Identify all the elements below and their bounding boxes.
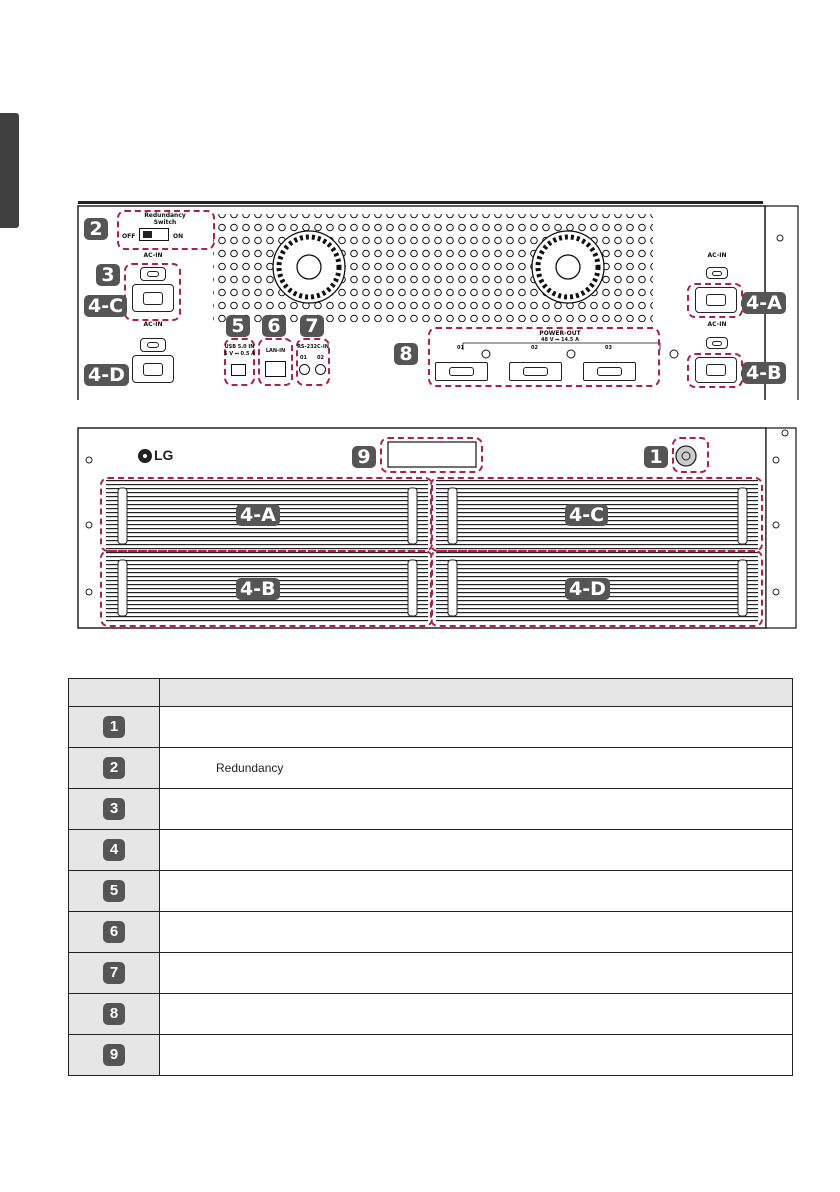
row-number-cell <box>69 912 160 953</box>
ac-in-label-4a: AC-IN <box>707 252 727 259</box>
row-number-cell <box>69 748 160 789</box>
marker-4b-front: 4-B <box>236 578 280 600</box>
row-number-cell <box>69 953 160 994</box>
marker-4c-rear: 4-C <box>84 295 127 317</box>
header-cell-number <box>69 679 160 707</box>
lan-label: LAN-IN <box>265 348 286 354</box>
ac-in-label-4d: AC-IN <box>143 321 163 328</box>
row-number-cell <box>69 994 160 1035</box>
number-badge: 8 <box>103 1003 125 1025</box>
marker-9: 9 <box>352 446 376 468</box>
usb-label-1: USB 5.0 IN <box>224 344 255 350</box>
table-row <box>69 871 793 912</box>
row-description-cell <box>160 953 793 994</box>
power-out-port-label-1: 01 <box>457 345 464 351</box>
component-table <box>68 678 793 1076</box>
marker-5: 5 <box>226 315 250 337</box>
marker-4b-rear: 4-B <box>742 362 786 384</box>
table-header-row <box>69 679 793 707</box>
marker-4d-rear: 4-D <box>84 364 129 386</box>
marker-4a-rear: 4-A <box>742 292 786 314</box>
number-badge: 7 <box>103 962 125 984</box>
brand-logo: LG <box>154 447 174 463</box>
marker-6: 6 <box>262 315 286 337</box>
usb-label-2: 5 V ⎓ 0.5 A <box>224 351 256 357</box>
redundancy-switch-title-1: Redundancy <box>144 212 186 219</box>
power-button[interactable] <box>676 446 696 466</box>
power-out-port-label-3: 03 <box>605 345 612 351</box>
row-description-cell <box>160 830 793 871</box>
number-badge: 4 <box>103 839 125 861</box>
ac-in-label-4b: AC-IN <box>707 321 727 328</box>
number-badge: 1 <box>103 716 125 738</box>
table-row <box>69 912 793 953</box>
row-number-cell <box>69 707 160 748</box>
table-row <box>69 748 793 789</box>
table-row <box>69 994 793 1035</box>
row-number-cell <box>69 789 160 830</box>
row-description-cell <box>160 871 793 912</box>
row-number-cell <box>69 830 160 871</box>
power-out-port-label-2: 02 <box>531 345 538 351</box>
marker-3: 3 <box>96 264 120 286</box>
display-highlight <box>380 437 483 473</box>
row-description-cell <box>160 707 793 748</box>
redundancy-switch-title-2: Switch <box>153 219 177 226</box>
marker-2: 2 <box>84 218 108 240</box>
marker-1: 1 <box>644 446 668 468</box>
table-row <box>69 1035 793 1076</box>
row-description-cell <box>160 1035 793 1076</box>
number-badge: 3 <box>103 798 125 820</box>
power-out-rating: 48 V ⎓ 14.5 A <box>541 337 579 343</box>
row-description-cell <box>160 994 793 1035</box>
marker-7: 7 <box>300 315 324 337</box>
row-description-cell <box>160 912 793 953</box>
table-row <box>69 789 793 830</box>
number-badge: 6 <box>103 921 125 943</box>
table-row <box>69 830 793 871</box>
row-description-cell: Redundancy <box>160 748 793 789</box>
rs232-port-label-2: 02 <box>317 355 324 361</box>
rs232-port-label-1: 01 <box>300 355 307 361</box>
marker-8: 8 <box>394 343 418 365</box>
row-number-cell <box>69 871 160 912</box>
marker-4a-front: 4-A <box>236 504 280 526</box>
table-row <box>69 953 793 994</box>
marker-4c-front: 4-C <box>565 504 608 526</box>
marker-4d-front: 4-D <box>565 578 610 600</box>
number-badge: 5 <box>103 880 125 902</box>
row-number-cell <box>69 1035 160 1076</box>
ac-in-label-3: AC-IN <box>143 252 163 259</box>
redundancy-off-label: OFF <box>122 233 136 240</box>
number-badge: 2 <box>103 757 125 779</box>
table-body <box>69 707 793 1076</box>
power-out-title: POWER-OUT <box>539 330 581 337</box>
row-description-cell <box>160 789 793 830</box>
redundancy-on-label: ON <box>173 233 184 240</box>
rs232-label: RS-232C-IN <box>297 344 329 350</box>
header-cell-description <box>160 679 793 707</box>
number-badge: 9 <box>103 1044 125 1066</box>
table-row <box>69 707 793 748</box>
